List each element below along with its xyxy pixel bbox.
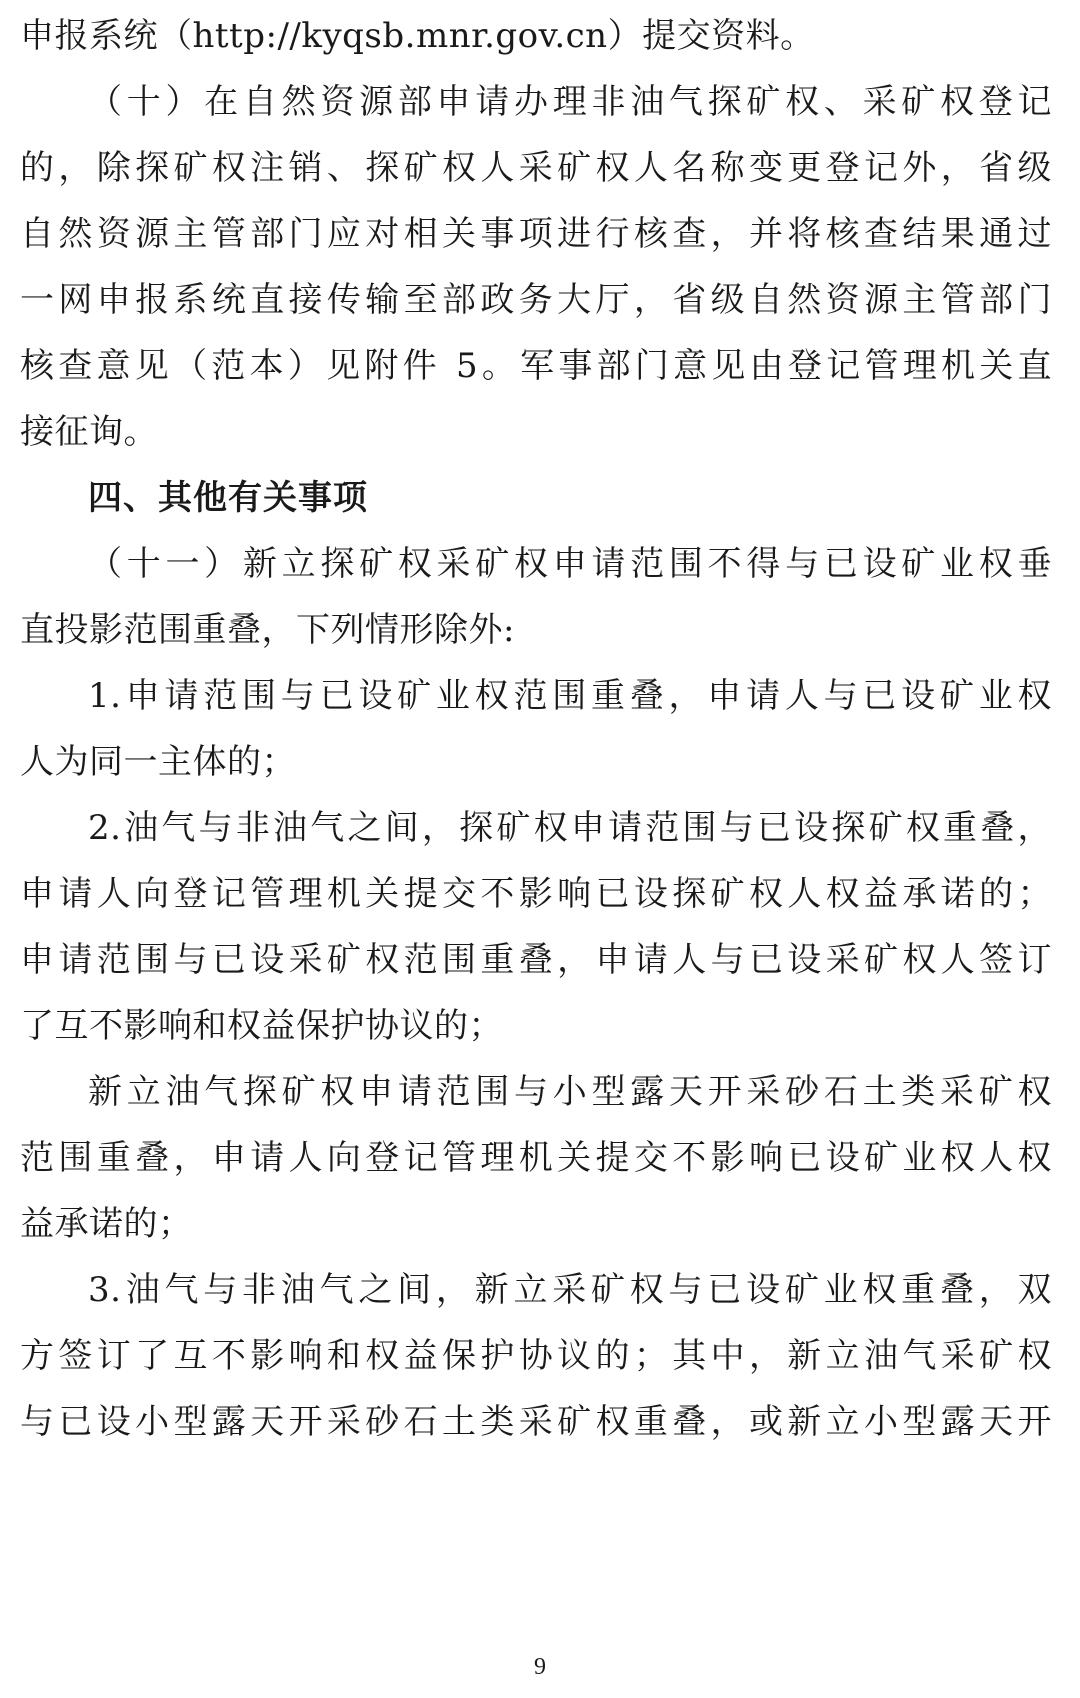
text-line-13: 2.油气与非油气之间，探矿权申请范围与已设探矿权重叠， xyxy=(88,808,1052,848)
text-line-9: （十一）新立探矿权采矿权申请范围不得与已设矿业权垂 xyxy=(88,544,1052,584)
text-line-10: 直投影范围重叠，下列情形除外: xyxy=(20,610,515,650)
text-line-14: 申请人向登记管理机关提交不影响已设探矿权人权益承诺的； xyxy=(20,874,1052,914)
text-line-5: 一网申报系统直接传输至部政务大厅，省级自然资源主管部门 xyxy=(20,280,1052,320)
text-line-15: 申请范围与已设采矿权范围重叠，申请人与已设采矿权人签订 xyxy=(20,940,1052,980)
text-line-21: 方签订了互不影响和权益保护协议的；其中，新立油气采矿权 xyxy=(20,1336,1052,1376)
text-line-12: 人为同一主体的； xyxy=(20,742,296,782)
text-line-11: 1.申请范围与已设矿业权范围重叠，申请人与已设矿业权 xyxy=(88,676,1052,716)
text-line-7: 接征询。 xyxy=(20,412,158,452)
text-line-4: 自然资源主管部门应对相关事项进行核查，并将核查结果通过 xyxy=(20,214,1052,254)
text-line-1: 申报系统（http://kyqsb.mnr.gov.cn）提交资料。 xyxy=(20,16,815,56)
text-line-18: 范围重叠，申请人向登记管理机关提交不影响已设矿业权人权 xyxy=(20,1138,1052,1178)
text-line-19: 益承诺的； xyxy=(20,1204,193,1244)
text-line-17: 新立油气探矿权申请范围与小型露天开采砂石土类采矿权 xyxy=(88,1072,1052,1112)
section-heading: 四、其他有关事项 xyxy=(88,478,368,518)
text-line-22: 与已设小型露天开采砂石土类采矿权重叠，或新立小型露天开 xyxy=(20,1402,1052,1442)
page-number: 9 xyxy=(534,1654,546,1680)
text-line-20: 3.油气与非油气之间，新立采矿权与已设矿业权重叠，双 xyxy=(88,1270,1052,1310)
text-line-6: 核查意见（范本）见附件 5。军事部门意见由登记管理机关直 xyxy=(20,346,1052,386)
text-line-3: 的，除探矿权注销、探矿权人采矿权人名称变更登记外，省级 xyxy=(20,148,1052,188)
text-line-2: （十）在自然资源部申请办理非油气探矿权、采矿权登记 xyxy=(88,82,1052,122)
text-line-16: 了互不影响和权益保护协议的； xyxy=(20,1006,503,1046)
